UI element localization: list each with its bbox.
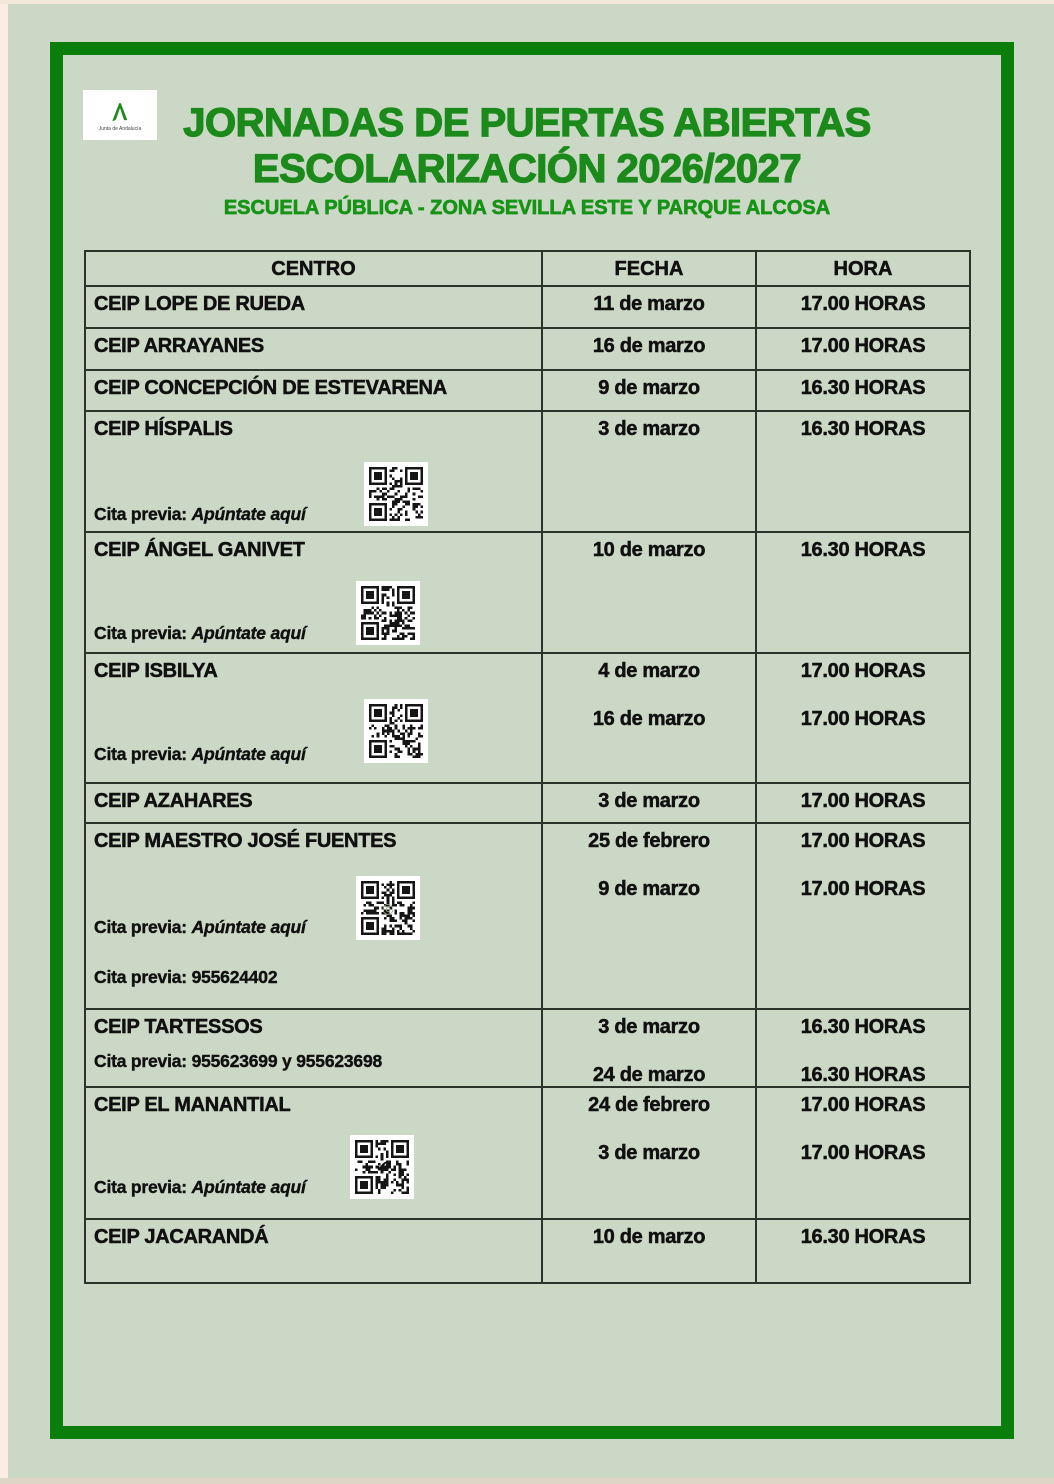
school-name: CEIP HÍSPALIS: [94, 418, 233, 440]
hora-cell: 17.00 HORAS 17.00 HORAS: [800, 830, 926, 900]
table-row: [86, 824, 969, 1010]
hora-cell: 16.30 HORAS: [800, 539, 926, 561]
cita-previa-text: Cita previa: Apúntate aquí: [94, 623, 306, 643]
schedule-table: [84, 250, 971, 1284]
school-name: CEIP ARRAYANES: [94, 335, 264, 357]
page-title-line2: ESCOLARIZACIÓN 2026/2027: [252, 147, 802, 191]
hora-cell: 16.30 HORAS 16.30 HORAS: [800, 1016, 926, 1086]
hora-cell: 17.00 HORAS 17.00 HORAS: [800, 660, 926, 730]
apuntate-aqui-link[interactable]: Apúntate aquí: [191, 917, 306, 937]
hora-cell: 16.30 HORAS: [800, 377, 926, 399]
cita-previa-phone: Cita previa: 955624402: [94, 967, 278, 987]
fecha-cell: 24 de febrero 3 de marzo: [543, 1088, 757, 1218]
school-name: CEIP LOPE DE RUEDA: [94, 293, 305, 315]
cita-previa-text: Cita previa: Apúntate aquí: [94, 917, 306, 937]
school-name: CEIP MAESTRO JOSÉ FUENTES: [94, 830, 397, 852]
table-header-row: [86, 252, 969, 287]
school-name: CEIP EL MANANTIAL: [94, 1094, 291, 1116]
table-row: [86, 784, 969, 824]
school-name: CEIP AZAHARES: [94, 790, 253, 812]
centro-cell: [86, 329, 543, 369]
school-name: CEIP ÁNGEL GANIVET: [94, 539, 305, 561]
fecha-cell: 25 de febrero 9 de marzo: [543, 824, 757, 1008]
table-row: [86, 287, 969, 329]
school-name: CEIP ISBILYA: [94, 660, 218, 682]
page-title-line1: JORNADAS DE PUERTAS ABIERTAS: [183, 101, 871, 145]
table-row: [86, 412, 969, 533]
hora-cell: 17.00 HORAS: [800, 335, 926, 357]
page-edge-top: [0, 0, 1054, 4]
header-cell-fecha: FECHA: [543, 252, 757, 285]
apuntate-aqui-link[interactable]: Apúntate aquí: [191, 623, 306, 643]
qr-code: [356, 581, 420, 645]
hora-cell: 17.00 HORAS: [800, 293, 926, 315]
page-edge-left: [0, 0, 8, 1484]
fecha-cell: 11 de marzo: [543, 287, 757, 327]
fecha-cell: 3 de marzo: [543, 784, 757, 822]
header-titles: [0, 100, 1054, 221]
cita-previa-text: Cita previa: Apúntate aquí: [94, 744, 306, 764]
table-row: [86, 1088, 969, 1220]
centro-cell: [86, 287, 543, 327]
fecha-cell: 4 de marzo 16 de marzo: [543, 654, 757, 782]
header-cell-centro: CENTRO: [86, 252, 543, 285]
fecha-cell: 3 de marzo 24 de marzo: [543, 1010, 757, 1087]
cita-previa-text: Cita previa: Apúntate aquí: [94, 1177, 306, 1197]
qr-code: [350, 1135, 414, 1199]
cita-previa-text: Cita previa: Apúntate aquí: [94, 504, 306, 524]
hora-cell: 16.30 HORAS: [800, 1226, 926, 1248]
centro-cell: [86, 412, 543, 531]
centro-cell: [86, 824, 543, 1008]
qr-code: [364, 462, 428, 526]
centro-cell: [86, 1220, 543, 1282]
table-row: [86, 533, 969, 654]
fecha-cell: 16 de marzo: [543, 329, 757, 369]
qr-code: [356, 876, 420, 940]
school-name: CEIP CONCEPCIÓN DE ESTEVARENA: [94, 377, 447, 399]
hora-cell: 17.00 HORAS 17.00 HORAS: [800, 1094, 926, 1164]
table-row: [86, 654, 969, 784]
cita-previa-phone: Cita previa: 955623699 y 955623698: [94, 1051, 383, 1071]
fecha-cell: 10 de marzo: [543, 1220, 757, 1282]
hora-cell: 16.30 HORAS: [800, 418, 926, 440]
qr-center-ring-icon: ◎: [381, 899, 395, 916]
table-row: [86, 329, 969, 371]
fecha-cell: 3 de marzo: [543, 412, 757, 531]
page-edge-bottom: [0, 1478, 1054, 1484]
centro-cell: [86, 371, 543, 410]
apuntate-aqui-link[interactable]: Apúntate aquí: [191, 504, 306, 524]
apuntate-aqui-link[interactable]: Apúntate aquí: [191, 744, 306, 764]
school-name: CEIP TARTESSOS: [94, 1016, 263, 1038]
centro-cell: [86, 1010, 543, 1087]
centro-cell: [86, 1088, 543, 1218]
qr-code: [364, 699, 428, 763]
fecha-cell: 9 de marzo: [543, 371, 757, 410]
table-row: [86, 371, 969, 412]
fecha-cell: 10 de marzo: [543, 533, 757, 652]
table-row: [86, 1010, 969, 1088]
qr-center-check-icon: ✔: [375, 1159, 389, 1176]
centro-cell: [86, 654, 543, 782]
page-subtitle: ESCUELA PÚBLICA - ZONA SEVILLA ESTE Y PARQUE ALCOSA: [223, 197, 831, 219]
hora-cell: 17.00 HORAS: [800, 790, 926, 812]
junta-logo-text: Junta de Andalucía: [98, 125, 142, 132]
centro-cell: [86, 784, 543, 822]
header-cell-hora: HORA: [833, 258, 893, 280]
school-name: CEIP JACARANDÁ: [94, 1226, 269, 1248]
centro-cell: [86, 533, 543, 652]
apuntate-aqui-link[interactable]: Apúntate aquí: [191, 1177, 306, 1197]
table-row: [86, 1220, 969, 1282]
